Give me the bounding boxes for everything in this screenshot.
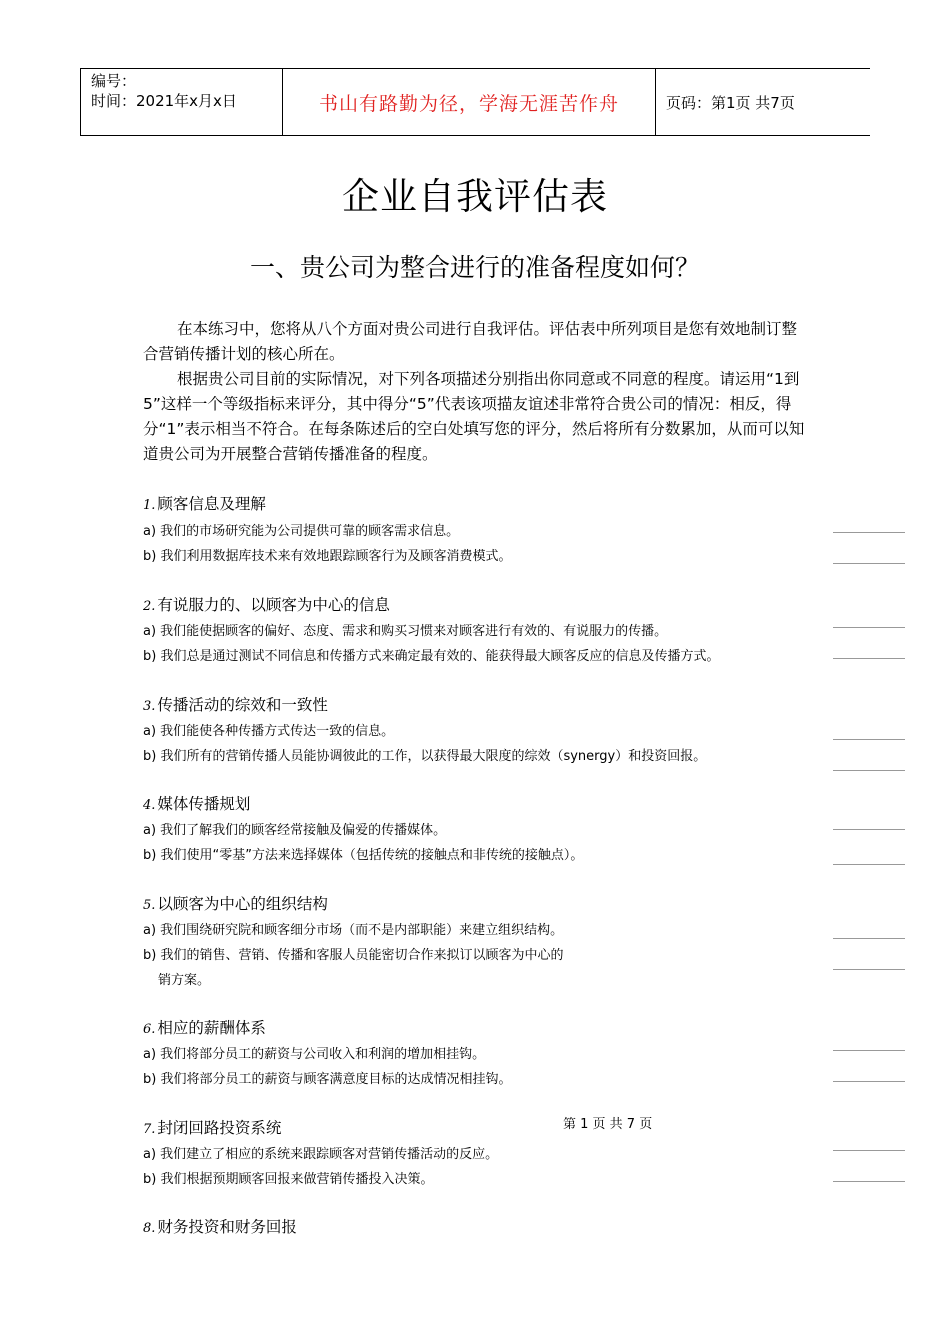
page-footer: 第 1 页 共 7 页 — [563, 1117, 653, 1132]
section-6-heading — [143, 1016, 266, 1038]
section-5-item-b-continued: 销方案。 — [158, 973, 211, 988]
score-blank-3b[interactable] — [833, 770, 905, 771]
score-blank-6a[interactable] — [833, 1050, 905, 1051]
score-blank-5a[interactable] — [833, 938, 905, 939]
score-blank-1b[interactable] — [833, 563, 905, 564]
section-title: 相应的薪酬体系 — [157, 1019, 266, 1037]
section-title: 以顾客为中心的组织结构 — [157, 895, 328, 913]
section-6-item-b: b) 我们将部分员工的薪资与顾客满意度目标的达成情况相挂钩。 — [143, 1072, 512, 1087]
section-title: 封闭回路投资系统 — [157, 1119, 282, 1137]
section-2-item-b: b) 我们总是通过测试不同信息和传播方式来确定最有效的、能获得最大顾客反应的信息及传播方式。 — [143, 649, 720, 664]
section-2-item-a: a) 我们能使据顾客的偏好、态度、需求和购买习惯来对顾客进行有效的、有说服力的传播。 — [143, 624, 668, 639]
section-number: 8. — [143, 1221, 156, 1236]
score-blank-4a[interactable] — [833, 829, 905, 830]
section-number: 4. — [143, 798, 156, 813]
header-table — [80, 68, 870, 136]
section-number: 5. — [143, 898, 156, 913]
motto-text: 书山有路勤为径，学海无涯苦作舟 — [318, 92, 619, 115]
section-3-item-b: b) 我们所有的营销传播人员能协调彼此的工作，以获得最大限度的综效（synergy）和投资回报。 — [143, 749, 707, 764]
section-title: 有说服力的、以顾客为中心的信息 — [157, 596, 390, 614]
header-page-cell — [656, 69, 870, 135]
intro-paragraph-2: 根据贵公司目前的实际情况，对下列各项描述分别指出你同意或不同意的程度。请运用“1到5”这样一个等级指标来评分，其中得分“5”代表该项描友谊述非常符合贵公司的情况：相反，得分“1”表示相当不符合。在每条陈述后的空白处填写您的评分，然后将所有分数累加，从而可以知道贵公司为开展整合营销传播准备的程度。 — [143, 370, 805, 463]
section-8-heading — [143, 1215, 297, 1237]
section-number: 2. — [143, 599, 156, 614]
document-time-label: 时间：2021年x月x日 — [91, 92, 237, 110]
section-5-item-b: b) 我们的销售、营销、传播和客服人员能密切合作来拟订以顾客为中心的 — [143, 948, 564, 963]
section-title: 媒体传播规划 — [157, 795, 251, 813]
section-number: 1. — [143, 498, 156, 513]
score-blank-7a[interactable] — [833, 1150, 905, 1151]
section-4-item-b: b) 我们使用“零基”方法来选择媒体（包括传统的接触点和非传统的接触点）。 — [143, 848, 584, 863]
section-4-item-a: a) 我们了解我们的顾客经常接触及偏爱的传播媒体。 — [143, 823, 447, 838]
score-blank-3a[interactable] — [833, 739, 905, 740]
section-1-item-a: a) 我们的市场研究能为公司提供可靠的顾客需求信息。 — [143, 524, 460, 539]
section-heading: 一、贵公司为整合进行的准备程度如何？ — [249, 253, 700, 282]
section-3-heading — [143, 693, 328, 715]
section-7-heading — [143, 1116, 281, 1138]
section-title: 顾客信息及理解 — [157, 495, 266, 513]
score-blank-1a[interactable] — [833, 532, 905, 533]
document-number-label: 编号： — [91, 72, 137, 90]
section-3-item-a: a) 我们能使各种传播方式传达一致的信息。 — [143, 724, 395, 739]
score-blank-2a[interactable] — [833, 627, 905, 628]
page-number-label: 页码：第1页 共7页 — [666, 93, 795, 112]
score-blank-5b[interactable] — [833, 969, 905, 970]
score-blank-2b[interactable] — [833, 658, 905, 659]
section-title: 财务投资和财务回报 — [157, 1218, 297, 1236]
header-meta-cell — [81, 69, 283, 135]
section-number: 6. — [143, 1022, 156, 1037]
document-title: 企业自我评估表 — [342, 175, 608, 218]
section-7-item-a: a) 我们建立了相应的系统来跟踪顾客对营销传播活动的反应。 — [143, 1147, 499, 1162]
header-motto-cell — [283, 69, 656, 135]
section-5-item-a: a) 我们围绕研究院和顾客细分市场（而不是内部职能）来建立组织结构。 — [143, 923, 564, 938]
score-blank-7b[interactable] — [833, 1181, 905, 1182]
section-number: 3. — [143, 699, 156, 714]
section-title: 传播活动的综效和一致性 — [157, 696, 328, 714]
score-blank-4b[interactable] — [833, 864, 905, 865]
intro-paragraph-1: 在本练习中，您将从八个方面对贵公司进行自我评估。评估表中所列项目是您有效地制订整合营销传播计划的核心所在。 — [143, 320, 798, 363]
section-1-item-b: b) 我们利用数据库技术来有效地跟踪顾客行为及顾客消费模式。 — [143, 549, 512, 564]
section-1-heading — [143, 492, 266, 514]
section-2-heading — [143, 593, 390, 615]
section-6-item-a: a) 我们将部分员工的薪资与公司收入和利润的增加相挂钩。 — [143, 1047, 486, 1062]
section-4-heading — [143, 792, 250, 814]
section-5-heading — [143, 892, 328, 914]
section-number: 7. — [143, 1122, 156, 1137]
section-7-item-b: b) 我们根据预期顾客回报来做营销传播投入决策。 — [143, 1172, 434, 1187]
score-blank-6b[interactable] — [833, 1081, 905, 1082]
